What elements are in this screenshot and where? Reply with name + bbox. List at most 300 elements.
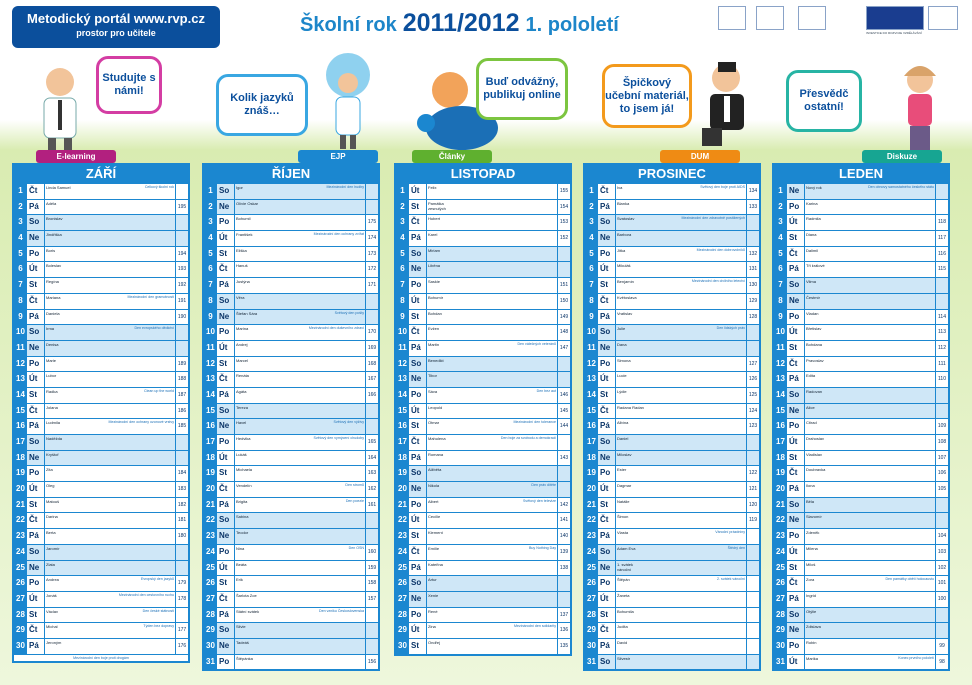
weekday: Čt	[27, 184, 45, 199]
day-row	[204, 199, 378, 215]
day-number: 29	[396, 623, 409, 638]
event-text	[77, 372, 175, 387]
weekday: Pá	[409, 341, 427, 356]
days-remaining: 138	[557, 561, 570, 576]
day-number: 9	[204, 310, 217, 325]
event-text	[267, 262, 365, 277]
weekday: St	[598, 498, 616, 513]
day-row	[585, 293, 759, 309]
day-number: 14	[204, 388, 217, 403]
day-row	[204, 214, 378, 230]
day-row	[774, 246, 948, 262]
day-row	[396, 544, 570, 560]
days-remaining: 116	[935, 247, 948, 262]
name-day: Alžběta	[428, 467, 442, 473]
month-column	[12, 163, 190, 663]
day-row	[585, 575, 759, 591]
days-remaining: 172	[365, 262, 378, 277]
event-text	[459, 200, 557, 215]
weekday: Čt	[27, 294, 45, 309]
day-row	[396, 371, 570, 387]
event-text	[648, 404, 746, 419]
name-day: Natálie	[617, 498, 630, 504]
name-day: Bohdan	[428, 310, 442, 316]
name-day: Evžen	[428, 326, 440, 332]
event-text	[267, 623, 365, 638]
day-row	[396, 309, 570, 325]
weekday: Čt	[598, 623, 616, 638]
days-remaining	[746, 655, 759, 670]
day-row	[14, 293, 188, 309]
event-text: Den obnovy samostatného českého státu	[868, 185, 934, 189]
day-number: 12	[585, 357, 598, 372]
day-row	[204, 528, 378, 544]
days-remaining	[175, 545, 188, 560]
weekday: St	[27, 498, 45, 513]
event-text	[77, 435, 175, 450]
name-day: Darina	[46, 514, 58, 520]
weekday: St	[27, 608, 45, 623]
weekday: So	[598, 215, 616, 230]
day-number: 16	[14, 419, 27, 434]
day-number: 5	[774, 247, 787, 262]
day-row	[396, 230, 570, 246]
weekday: Čt	[598, 294, 616, 309]
weekday: St	[409, 529, 427, 544]
weekday: Po	[27, 576, 45, 591]
name-day: Nikola	[428, 483, 440, 489]
name-day: Brigita	[236, 498, 248, 504]
days-remaining: 137	[557, 608, 570, 623]
day-row	[774, 403, 948, 419]
weekday: Po	[598, 576, 616, 591]
name-day: Miloslav	[617, 451, 632, 457]
event-text	[837, 294, 935, 309]
days-remaining: 144	[557, 419, 570, 434]
days-remaining	[935, 498, 948, 513]
event-text	[267, 561, 365, 576]
weekday: Po	[27, 247, 45, 262]
event-text	[77, 545, 175, 560]
event-text	[837, 561, 935, 576]
day-number: 6	[14, 262, 27, 277]
days-remaining: 191	[175, 294, 188, 309]
day-number: 26	[585, 576, 598, 591]
name-day: Bohumír	[428, 294, 444, 300]
days-remaining: 136	[557, 623, 570, 638]
day-row	[396, 528, 570, 544]
days-remaining	[557, 372, 570, 387]
tag-dum[interactable]: DUM	[660, 150, 740, 163]
name-day: Robin	[806, 639, 817, 645]
days-remaining: 103	[935, 545, 948, 560]
day-number: 12	[396, 357, 409, 372]
days-remaining: 166	[365, 388, 378, 403]
days-remaining	[746, 639, 759, 654]
event-text	[77, 529, 175, 544]
day-row	[396, 387, 570, 403]
weekday: St	[409, 310, 427, 325]
event-text: Štědrý den	[727, 545, 745, 550]
days-remaining: 129	[746, 294, 759, 309]
day-row	[396, 293, 570, 309]
day-number: 17	[585, 435, 598, 450]
name-day: Daniela	[46, 310, 60, 316]
day-row	[396, 607, 570, 623]
event-text	[837, 419, 935, 434]
event-text: Světový den výživy	[333, 420, 364, 425]
day-number: 4	[585, 231, 598, 246]
day-row	[774, 497, 948, 513]
event-text: Den poezie	[345, 498, 364, 503]
event-text	[267, 513, 365, 528]
weekday: Pá	[598, 310, 616, 325]
day-row	[204, 277, 378, 293]
day-number: 3	[14, 215, 27, 230]
day-number: 13	[585, 372, 598, 387]
event-text: Den stromů	[345, 483, 364, 488]
day-row	[204, 591, 378, 607]
name-day: Edita	[806, 373, 816, 379]
weekday: St	[217, 466, 235, 481]
logo-esf	[866, 6, 924, 30]
event-text	[459, 215, 557, 230]
day-row	[774, 434, 948, 450]
days-remaining: 127	[746, 357, 759, 372]
dum-character	[698, 60, 758, 150]
days-remaining: 194	[175, 247, 188, 262]
day-number: 5	[204, 247, 217, 262]
day-row	[396, 434, 570, 450]
name-day: Cecílie	[428, 514, 441, 520]
days-remaining: 118	[935, 215, 948, 230]
day-row	[14, 622, 188, 638]
day-number: 13	[396, 372, 409, 387]
name-day: Ludmila	[46, 420, 61, 426]
weekday: Čt	[787, 576, 805, 591]
name-day: Kryštof	[46, 451, 59, 457]
day-row	[585, 560, 759, 576]
day-row	[14, 497, 188, 513]
event-text	[77, 278, 175, 293]
weekday: Ne	[27, 231, 45, 246]
weekday: Pá	[409, 231, 427, 246]
weekday: Pá	[598, 639, 616, 654]
day-number: 17	[204, 435, 217, 450]
weekday: St	[598, 608, 616, 623]
weekday: Út	[217, 561, 235, 576]
days-remaining: 167	[365, 372, 378, 387]
day-row	[585, 418, 759, 434]
weekday: Čt	[217, 262, 235, 277]
name-day: Judita	[617, 624, 628, 630]
event-text: Světový den pošty	[334, 310, 364, 315]
weekday: So	[217, 404, 235, 419]
day-row	[585, 261, 759, 277]
days-remaining	[746, 325, 759, 340]
day-number: 25	[396, 561, 409, 576]
weekday: Út	[598, 482, 616, 497]
weekday: So	[27, 435, 45, 450]
event-text	[77, 513, 175, 528]
event-text	[77, 215, 175, 230]
weekday: Pá	[217, 388, 235, 403]
event-text	[648, 513, 746, 528]
day-number: 10	[396, 325, 409, 340]
days-remaining: 141	[557, 513, 570, 528]
day-number: 19	[14, 466, 27, 481]
event-text	[837, 262, 935, 277]
weekday: Út	[787, 655, 805, 670]
event-text	[267, 404, 365, 419]
weekday: Po	[598, 466, 616, 481]
days-remaining: 134	[746, 184, 759, 199]
event-text: Mezinárodní den ochrany zvířat	[313, 232, 364, 237]
day-row	[204, 309, 378, 325]
day-number: 25	[585, 561, 598, 576]
day-number: 27	[204, 592, 217, 607]
event-text	[459, 561, 557, 576]
weekday: St	[27, 278, 45, 293]
day-number: 23	[396, 529, 409, 544]
day-row	[14, 544, 188, 560]
name-day: Hanuš	[236, 263, 248, 269]
event-text	[837, 231, 935, 246]
day-row	[396, 575, 570, 591]
day-number: 24	[585, 545, 598, 560]
day-number: 15	[585, 404, 598, 419]
days-remaining	[175, 341, 188, 356]
day-row	[204, 403, 378, 419]
day-number: 19	[204, 466, 217, 481]
weekday: Pá	[787, 482, 805, 497]
weekday: Út	[27, 592, 45, 607]
event-text: Mezinárodní den duševního zdraví	[308, 326, 364, 331]
name-day: Ester	[617, 467, 627, 473]
days-remaining: 149	[557, 310, 570, 325]
name-day: Oleg	[46, 483, 55, 489]
portal-subtitle: prostor pro učitele	[76, 28, 156, 38]
day-number: 1	[204, 184, 217, 199]
days-remaining: 180	[175, 529, 188, 544]
weekday: So	[27, 325, 45, 340]
days-remaining: 173	[365, 247, 378, 262]
days-remaining: 121	[746, 482, 759, 497]
name-day: Albína	[617, 420, 629, 426]
days-remaining	[746, 215, 759, 230]
weekday: Čt	[787, 247, 805, 262]
day-number: 7	[585, 278, 598, 293]
day-row	[396, 465, 570, 481]
day-number: 23	[585, 529, 598, 544]
weekday: Po	[409, 388, 427, 403]
days-remaining: 105	[935, 482, 948, 497]
day-row	[14, 434, 188, 450]
day-row	[14, 575, 188, 591]
days-remaining	[175, 451, 188, 466]
days-remaining	[175, 608, 188, 623]
day-number: 2	[774, 200, 787, 215]
event-text	[267, 388, 365, 403]
name-day: Saskie	[428, 279, 441, 285]
event-text	[648, 294, 746, 309]
weekday: So	[409, 576, 427, 591]
day-number: 20	[14, 482, 27, 497]
logo-rvp	[798, 6, 826, 30]
day-number: 26	[774, 576, 787, 591]
day-number: 8	[585, 294, 598, 309]
event-text: Den válečných veteránů	[517, 341, 556, 346]
event-text	[267, 200, 365, 215]
day-number: 31	[204, 655, 217, 670]
day-number: 1	[774, 184, 787, 199]
event-text	[648, 466, 746, 481]
name-day: Linda Samuel	[46, 185, 71, 190]
day-number: 9	[774, 310, 787, 325]
day-row	[204, 183, 378, 199]
event-text: Den OSN	[348, 545, 364, 550]
day-row	[204, 481, 378, 497]
day-row	[396, 638, 570, 654]
day-number: 19	[396, 466, 409, 481]
day-number: 16	[774, 419, 787, 434]
day-row	[14, 512, 188, 528]
event-text: Den evropského dědictví	[134, 326, 174, 331]
event-text	[837, 639, 935, 654]
name-day: Xenie	[428, 592, 439, 598]
day-number: 20	[585, 482, 598, 497]
portal-banner[interactable]	[12, 6, 220, 48]
day-row	[774, 183, 948, 199]
month-column	[583, 163, 761, 671]
name-day: Blanka	[617, 200, 630, 206]
day-number: 5	[396, 247, 409, 262]
weekday: Pá	[27, 200, 45, 215]
day-number: 1	[14, 184, 27, 199]
day-row	[14, 277, 188, 293]
day-number: 25	[14, 561, 27, 576]
day-number: 14	[774, 388, 787, 403]
day-number: 18	[774, 451, 787, 466]
weekday: St	[409, 200, 427, 215]
name-day: Dalimil	[806, 247, 818, 253]
days-remaining	[557, 262, 570, 277]
day-number: 29	[585, 623, 598, 638]
name-day: Justýna	[236, 279, 250, 285]
day-number: 18	[585, 451, 598, 466]
day-number: 18	[396, 451, 409, 466]
event-text: Mezinárodní den dobrovolníků	[696, 247, 745, 252]
day-number: 9	[14, 310, 27, 325]
day-number: 17	[14, 435, 27, 450]
days-remaining: 147	[557, 341, 570, 356]
name-day: Kateřina	[428, 561, 443, 567]
day-number: 22	[14, 513, 27, 528]
day-number: 30	[396, 639, 409, 654]
days-remaining: 119	[746, 513, 759, 528]
weekday: St	[409, 639, 427, 654]
weekday: Pá	[217, 498, 235, 513]
days-remaining	[746, 623, 759, 638]
name-day: František	[236, 232, 253, 238]
name-day: Felix	[428, 185, 437, 190]
name-day: Marie	[46, 357, 57, 363]
day-row	[585, 309, 759, 325]
days-remaining	[365, 200, 378, 215]
days-remaining: 185	[175, 419, 188, 434]
day-row	[774, 654, 948, 670]
name-day: Liběna	[428, 263, 441, 269]
day-row	[14, 199, 188, 215]
days-remaining: 143	[557, 451, 570, 466]
weekday: Po	[787, 310, 805, 325]
day-row	[14, 324, 188, 340]
days-remaining: 100	[935, 592, 948, 607]
day-row	[585, 591, 759, 607]
name-day: Jitka	[617, 247, 626, 253]
days-remaining: 115	[935, 262, 948, 277]
day-number: 22	[396, 513, 409, 528]
days-remaining	[365, 639, 378, 654]
day-row	[14, 371, 188, 387]
day-row	[396, 560, 570, 576]
day-number: 17	[774, 435, 787, 450]
day-number: 8	[14, 294, 27, 309]
day-number: 2	[204, 200, 217, 215]
event-text	[837, 372, 935, 387]
tag-elearning[interactable]: E-learning	[36, 150, 116, 163]
day-row	[585, 607, 759, 623]
tag-ejp[interactable]: EJP	[298, 150, 378, 163]
name-day: Lubor	[46, 373, 57, 379]
name-day: Bohdana	[806, 341, 823, 347]
tag-articles[interactable]: Články	[412, 150, 492, 163]
name-day: Slavomír	[806, 514, 822, 520]
days-remaining: 169	[365, 341, 378, 356]
days-remaining: 146	[557, 388, 570, 403]
event-text	[267, 639, 365, 654]
weekday: Pá	[27, 310, 45, 325]
event-text	[77, 482, 175, 497]
day-row	[585, 340, 759, 356]
event-text	[459, 372, 557, 387]
days-remaining: 164	[365, 451, 378, 466]
tag-discussion[interactable]: Diskuze	[862, 150, 942, 163]
days-remaining: 102	[935, 561, 948, 576]
weekday: Čt	[217, 372, 235, 387]
event-text	[648, 623, 746, 638]
day-row	[585, 450, 759, 466]
event-text	[77, 451, 175, 466]
day-number: 23	[14, 529, 27, 544]
weekday: Ne	[409, 262, 427, 277]
name-day: Štěpán	[617, 577, 630, 583]
days-remaining: 168	[365, 357, 378, 372]
day-row	[204, 622, 378, 638]
days-remaining	[365, 184, 378, 199]
name-day: Silvestr	[617, 655, 631, 661]
day-row	[774, 544, 948, 560]
day-row	[774, 356, 948, 372]
day-row	[14, 465, 188, 481]
event-text	[648, 592, 746, 607]
name-day: Tadeáš	[236, 639, 249, 645]
weekday: Po	[217, 325, 235, 340]
name-day: Beáta	[236, 561, 247, 567]
days-remaining: 156	[365, 655, 378, 670]
weekday: Út	[409, 184, 427, 199]
weekday: Pá	[598, 419, 616, 434]
